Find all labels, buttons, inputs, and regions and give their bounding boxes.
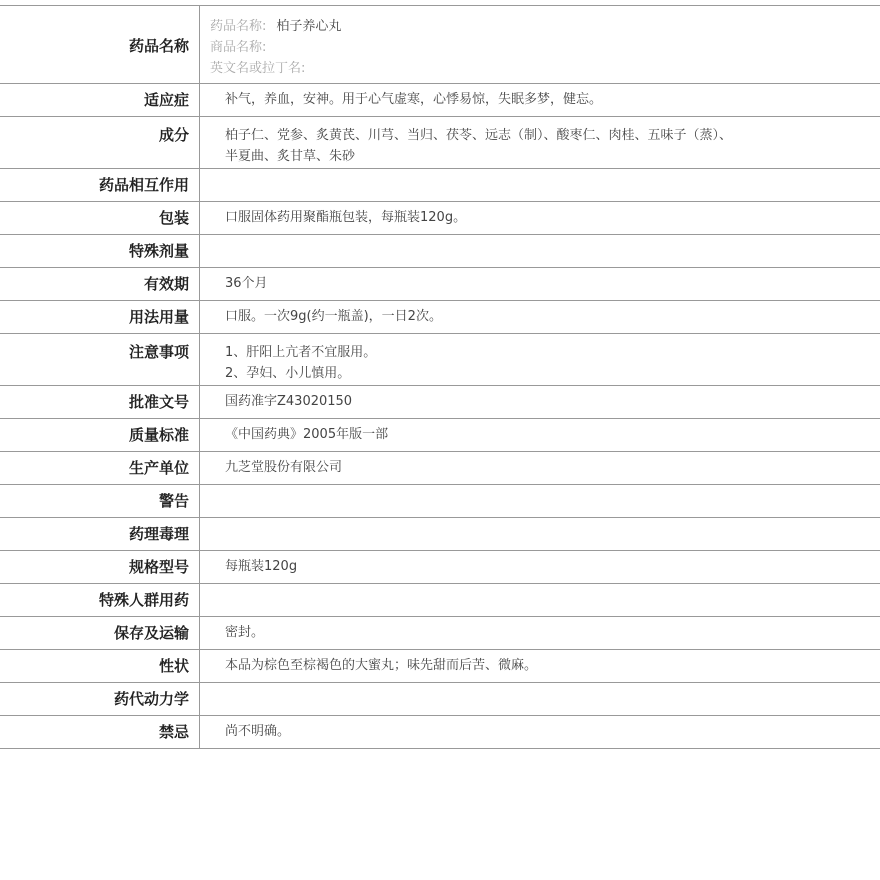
- table-row-description: [0, 650, 880, 683]
- row-value-pharmacokinetics: [200, 683, 880, 715]
- row-label-ingredients: 成分: [0, 117, 200, 168]
- table-row-indications: [0, 84, 880, 117]
- row-label-shelf-life: 有效期: [0, 268, 200, 300]
- table-row-approval-number: [0, 386, 880, 419]
- row-value-line: 2、孕妇、小儿慎用。: [225, 366, 351, 381]
- row-value-line: 《中国药典》2005年版一部: [225, 427, 389, 442]
- row-label-precautions: 注意事项: [0, 334, 200, 385]
- table-row-quality-standard: [0, 419, 880, 452]
- table-row-storage-transport: [0, 617, 880, 650]
- table-row-dosage: [0, 301, 880, 334]
- row-value-line: 柏子仁、党参、炙黄芪、川芎、当归、茯苓、远志（制）、酸枣仁、肉桂、五味子（蒸）、: [225, 128, 733, 143]
- row-value-line: 36个月: [225, 276, 268, 291]
- row-value-indications: [200, 84, 880, 116]
- table-row-pharmacokinetics: [0, 683, 880, 716]
- row-value-ingredients: [200, 117, 880, 168]
- row-label-quality-standard: 质量标准: [0, 419, 200, 451]
- row-value-shelf-life: [200, 268, 880, 300]
- row-value-line: 每瓶装120g: [225, 559, 298, 574]
- row-value-specification: [200, 551, 880, 583]
- generic-name-line: [210, 16, 860, 37]
- row-value-packaging: [200, 202, 880, 234]
- row-value-contraindications: [200, 716, 880, 748]
- generic-name-value: 柏子养心丸: [276, 19, 342, 34]
- row-value-storage-transport: [200, 617, 880, 649]
- row-value-manufacturer: [200, 452, 880, 484]
- row-label-special-population: 特殊人群用药: [0, 584, 200, 616]
- table-row-manufacturer: [0, 452, 880, 485]
- table-row-drug-interactions: [0, 169, 880, 202]
- row-value-line: 口服固体药用聚酯瓶包装，每瓶装120g。: [225, 210, 467, 225]
- row-label-pharmacokinetics: 药代动力学: [0, 683, 200, 715]
- table-row-special-population: [0, 584, 880, 617]
- row-value-precautions: [200, 334, 880, 385]
- row-label-special-dosage: 特殊剂量: [0, 235, 200, 267]
- table-row-specification: [0, 551, 880, 584]
- table-row-precautions: [0, 334, 880, 386]
- english-name-label: 英文名或拉丁名:: [210, 61, 306, 76]
- row-value-drug-interactions: [200, 169, 880, 201]
- row-label-manufacturer: 生产单位: [0, 452, 200, 484]
- row-value-line: 口服。一次9g(约一瓶盖)，一日2次。: [225, 309, 442, 324]
- drug-info-table: [0, 5, 880, 749]
- table-row-pharmacology-toxicology: [0, 518, 880, 551]
- table-row-drug-name: [0, 6, 880, 84]
- row-value-special-dosage: [200, 235, 880, 267]
- row-value-approval-number: [200, 386, 880, 418]
- row-value-description: [200, 650, 880, 682]
- row-label-contraindications: 禁忌: [0, 716, 200, 748]
- row-value-line: 本品为棕色至棕褐色的大蜜丸；味先甜而后苦、微麻。: [225, 658, 538, 673]
- row-label-pharmacology-toxicology: 药理毒理: [0, 518, 200, 550]
- row-label-drug-name: 药品名称: [0, 6, 200, 83]
- row-value-line: 九芝堂股份有限公司: [225, 460, 343, 475]
- row-value-line: 1、肝阳上亢者不宜服用。: [225, 345, 377, 360]
- table-row-packaging: [0, 202, 880, 235]
- row-value-line: 尚不明确。: [225, 724, 291, 739]
- row-value-line: 半夏曲、炙甘草、朱砂: [225, 149, 356, 164]
- generic-name-label: 药品名称:: [210, 19, 267, 34]
- trade-name-label: 商品名称:: [210, 40, 267, 55]
- table-row-ingredients: [0, 117, 880, 169]
- row-label-warning: 警告: [0, 485, 200, 517]
- row-label-indications: 适应症: [0, 84, 200, 116]
- row-value-line: 补气，养血，安神。用于心气虚寒，心悸易惊，失眠多梦，健忘。: [225, 92, 603, 107]
- row-label-packaging: 包装: [0, 202, 200, 234]
- row-value-line: 国药准字Z43020150: [225, 394, 353, 409]
- row-value-line: 密封。: [225, 625, 265, 640]
- row-label-dosage: 用法用量: [0, 301, 200, 333]
- table-row-special-dosage: [0, 235, 880, 268]
- table-row-contraindications: [0, 716, 880, 749]
- row-value-dosage: [200, 301, 880, 333]
- row-value-drug-name: [200, 6, 880, 83]
- row-label-description: 性状: [0, 650, 200, 682]
- row-label-specification: 规格型号: [0, 551, 200, 583]
- table-row-warning: [0, 485, 880, 518]
- row-label-storage-transport: 保存及运输: [0, 617, 200, 649]
- row-value-warning: [200, 485, 880, 517]
- row-value-pharmacology-toxicology: [200, 518, 880, 550]
- row-label-drug-interactions: 药品相互作用: [0, 169, 200, 201]
- table-row-shelf-life: [0, 268, 880, 301]
- row-value-special-population: [200, 584, 880, 616]
- row-value-quality-standard: [200, 419, 880, 451]
- row-label-approval-number: 批准文号: [0, 386, 200, 418]
